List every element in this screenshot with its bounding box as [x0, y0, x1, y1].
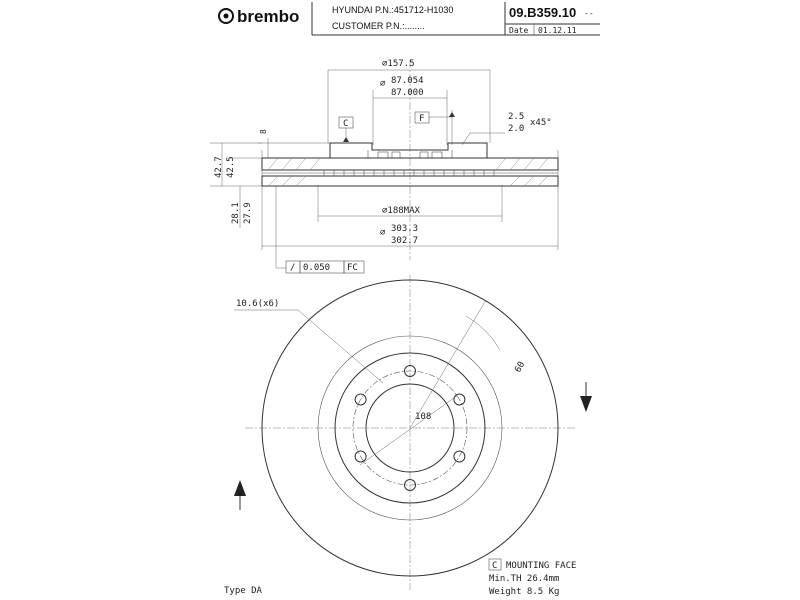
runout-ref: FC [347, 263, 358, 273]
brand-name: brembo [237, 7, 300, 26]
footer-notes [224, 559, 576, 597]
dia-outer-min: 302.7 [391, 236, 419, 246]
angle-label: 60 [513, 360, 528, 375]
customer-part-number: CUSTOMER P.N.:........ [332, 21, 425, 31]
chamfer-value-1: 2.5 [508, 112, 525, 122]
dia-outer-max: 303.3 [391, 224, 419, 234]
bolt-hole-label: 10.6(x6) [236, 299, 280, 309]
min-thickness: Min.TH 26.4mm [489, 574, 560, 584]
title-block [219, 2, 600, 35]
height-max: 42.7 [214, 156, 224, 178]
brembo-logo-icon [219, 9, 233, 23]
datum-f: F [419, 114, 425, 124]
datum-c: C [343, 119, 349, 129]
dia-outer-symbol: ⌀ [380, 228, 386, 238]
rotation-arrow-icon [580, 382, 592, 412]
mounting-datum-letter: C [492, 561, 498, 571]
dia-pilot-symbol: ⌀ [380, 79, 386, 89]
date-value: 01.12.11 [538, 26, 577, 35]
dia-pilot-max: 87.054 [391, 76, 424, 86]
runout-symbol: / [290, 263, 296, 273]
dim-8-label: 8 [259, 129, 268, 134]
type-label: Type DA [224, 586, 262, 596]
rotation-arrow-icon [234, 480, 246, 510]
dia-pilot-min: 87.000 [391, 88, 424, 98]
runout-value: 0.050 [303, 263, 331, 273]
date-label: Date [509, 26, 529, 35]
part-code-suffix: -- [584, 9, 594, 18]
thickness-min: 27.9 [243, 202, 253, 224]
section-view [210, 59, 558, 273]
thickness-max: 28.1 [231, 202, 241, 224]
chamfer-value-2: 2.0 [508, 124, 525, 134]
weight: Weight 8.5 Kg [489, 587, 560, 597]
dia-188-label: ⌀188MAX [382, 206, 420, 216]
dia-hat-label: ⌀157.5 [382, 59, 415, 69]
height-min: 42.5 [226, 156, 236, 178]
chamfer-angle: x45° [530, 118, 552, 128]
oem-part-number: HYUNDAI P.N.:451712-H1030 [332, 5, 454, 15]
plan-view [234, 275, 592, 590]
pcd-label: 108 [415, 412, 432, 422]
mounting-face-label: MOUNTING FACE [506, 561, 577, 571]
part-code: 09.B359.10 [509, 5, 577, 20]
